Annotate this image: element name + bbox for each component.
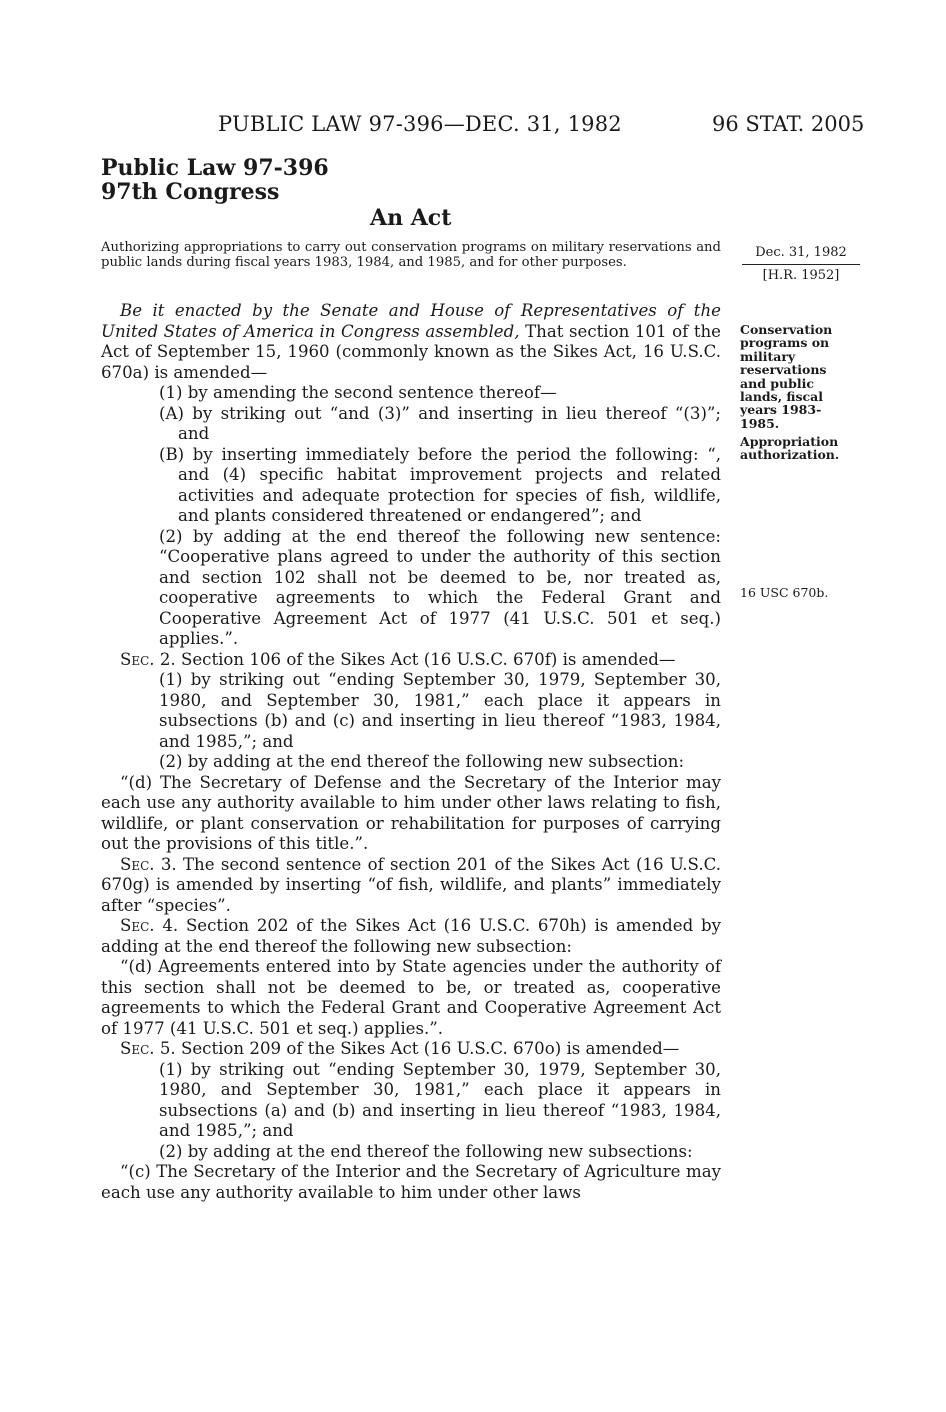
section-label: Sec. bbox=[120, 649, 155, 669]
section-4-text: 4. Section 202 of the Sikes Act (16 U.S.C. 670h) is amended by adding at the end thereof the following new subsection: bbox=[101, 916, 721, 956]
statute-page-number: 96 STAT. 2005 bbox=[712, 112, 865, 136]
section-3-text: 3. The second sentence of section 201 of the Sikes Act (16 U.S.C. 670g) is amended by inserting “of fish, wildlife, and plants” immediately after “species”. bbox=[101, 854, 721, 915]
section-2-para-2: (2) by adding at the end thereof the following new subsection: bbox=[159, 752, 685, 771]
section-2-para-1: (1) by striking out “ending September 30, 1979, September 30, 1980, and September 30, 1981,” each place it appears in subsections (b) and (c) and inserting in lieu thereof “1983, 1984, and 1985,”; and bbox=[159, 670, 721, 751]
bill-number: [H.R. 1952] bbox=[762, 268, 840, 283]
sidebar-date-block bbox=[742, 243, 860, 286]
enacting-clause-italic: Be it enacted by the Senate and House of Representatives of the United States of America in Congress assembled, bbox=[101, 301, 721, 341]
enactment-date: Dec. 31, 1982 bbox=[755, 245, 847, 260]
sidebar-divider bbox=[742, 264, 860, 265]
section-5 bbox=[101, 1039, 721, 1060]
act-body bbox=[101, 301, 721, 1203]
section-2-text: 2. Section 106 of the Sikes Act (16 U.S.C. 670f) is amended— bbox=[154, 649, 676, 669]
section-label: Sec. bbox=[120, 1039, 155, 1058]
section-5-para-1: (1) by striking out “ending September 30, 1979, September 30, 1980, and September 30, 1981,” each place it appears in subsections (a) and (b) and inserting in lieu thereof “1983, 1984, and 1985,”; and bbox=[159, 1059, 721, 1140]
section-3 bbox=[101, 855, 721, 917]
public-law-number: Public Law 97-396 bbox=[101, 155, 329, 181]
congress-number: 97th Congress bbox=[101, 179, 280, 205]
subparagraph-1b: (B) by inserting immediately before the period the following: “, and (4) specific habitat improvement projects and related activities and adequate protection for species of fish, wildlife, and plants considered threatened or endangered”; and bbox=[159, 444, 721, 525]
section-label: Sec. bbox=[120, 854, 155, 874]
section-4 bbox=[101, 916, 721, 957]
section-2 bbox=[101, 650, 721, 671]
section-5-para-2: (2) by adding at the end thereof the following new subsections: bbox=[159, 1141, 693, 1161]
subparagraph-1a: (A) by striking out “and (3)” and inserting in lieu thereof “(3)”; and bbox=[159, 403, 721, 443]
paragraph-2 bbox=[101, 527, 721, 650]
section-2-subsection-d: “(d) The Secretary of Defense and the Secretary of the Interior may each use any authority available to him under other laws relating to fish, wildlife, or plant conservation or rehabilitation for purposes of carrying out the provisions of this title.”. bbox=[101, 772, 721, 853]
section-5-text: 5. Section 209 of the Sikes Act (16 U.S.C. 670o) is amended— bbox=[154, 1039, 680, 1058]
margin-note-appropriation: Appropriation authorization. bbox=[740, 434, 840, 463]
act-heading: An Act bbox=[370, 205, 452, 231]
section-label: Sec. bbox=[120, 916, 155, 935]
enacting-clause bbox=[101, 301, 721, 383]
law-title-block bbox=[101, 156, 329, 204]
enacting-clause-text: That section 101 of the Act of September 15, 1960 (commonly known as the Sikes Act, 16 U.S.C. 670a) is amended— bbox=[101, 321, 722, 382]
margin-note-conservation: Conservation programs on military reservations and public lands, fiscal years 1983-1985. bbox=[740, 322, 833, 431]
paragraph-1: (1) by amending the second sentence thereof— bbox=[159, 383, 557, 402]
paragraph-2-text: (2) by adding at the end thereof the following new sentence: “Cooperative plans agreed to under the authority of this section and section 102 shall not be deemed to be, nor treated as, cooperative agreements to which the Federal Grant and Cooperative Agreement Act of 1977 (41 U.S.C. 501 et seq.) applies.”. bbox=[159, 526, 721, 648]
section-4-subsection-d: “(d) Agreements entered into by State agencies under the authority of this section shall not be deemed to be, or treated as, cooperative agreements to which the Federal Grant and Cooperative Agreement Act of 1977 (41 U.S.C. 501 et seq.) applies.”. bbox=[101, 957, 721, 1038]
section-5-subsection-c: “(c) The Secretary of the Interior and the Secretary of Agriculture may each use any authority available to him under other laws bbox=[101, 1162, 721, 1202]
running-header: PUBLIC LAW 97-396—DEC. 31, 1982 bbox=[218, 112, 622, 136]
act-summary: Authorizing appropriations to carry out conservation programs on military reservations and public lands during fiscal years 1983, 1984, and 1985, and for other purposes. bbox=[101, 240, 721, 270]
margin-note-usc-citation: 16 USC 670b. bbox=[740, 585, 829, 600]
